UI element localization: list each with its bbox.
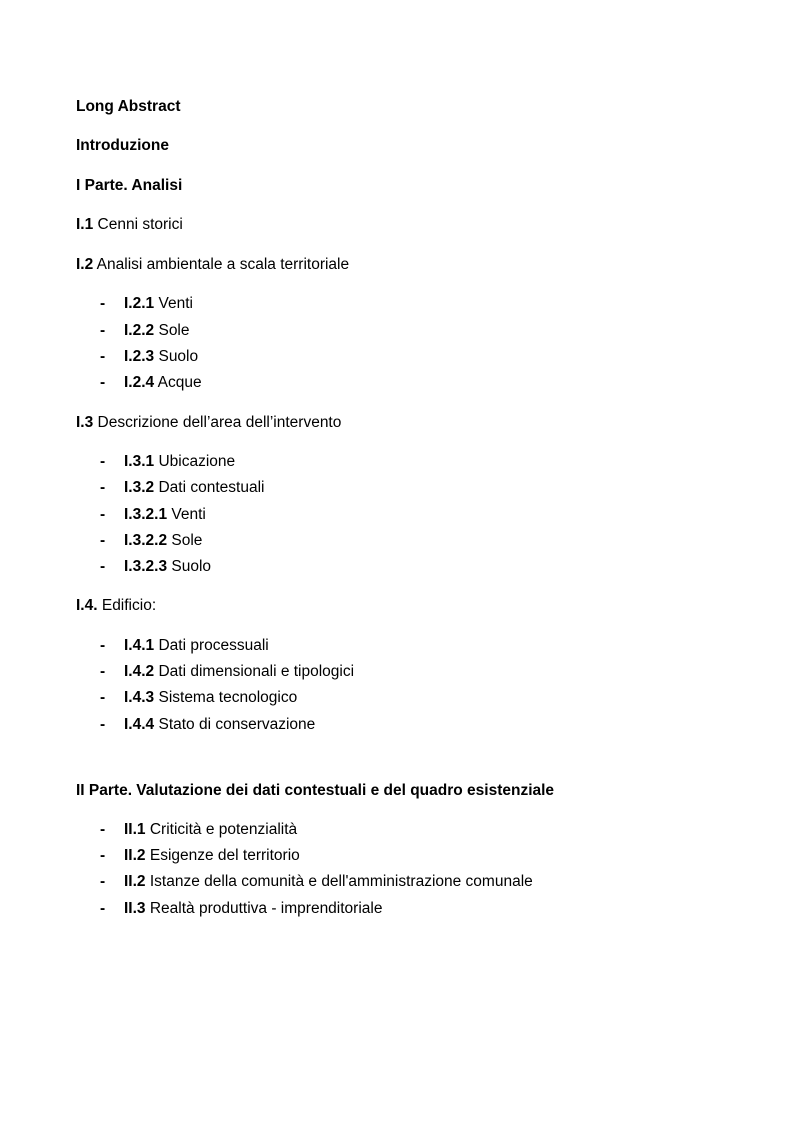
item-number: I.3.1 — [124, 453, 155, 470]
bullet-dash: - — [100, 532, 106, 549]
section-text: Descrizione dell’area dell’intervento — [93, 414, 342, 431]
section-text: Edificio: — [97, 597, 157, 614]
list-item — [100, 899, 382, 919]
item-number: I.4.3 — [124, 689, 155, 706]
bullet-dash: - — [100, 637, 106, 654]
item-text: Acque — [154, 374, 202, 391]
item-text: Realtà produttiva - imprenditoriale — [145, 900, 383, 917]
document-title: Long Abstract — [76, 98, 181, 115]
item-number: I.2.1 — [124, 295, 155, 312]
list-item — [100, 505, 206, 525]
bullet-dash: - — [100, 821, 106, 838]
bullet-dash: - — [100, 374, 106, 391]
section-1-4 — [76, 596, 156, 616]
item-text: Esigenze del territorio — [145, 847, 300, 864]
section-introduction: Introduzione — [76, 137, 169, 154]
item-text: Dati processuali — [154, 637, 269, 654]
item-number: I.4.2 — [124, 663, 155, 680]
item-number: I.3.2.1 — [124, 506, 168, 523]
item-text: Sistema tecnologico — [154, 689, 298, 706]
item-text: Ubicazione — [154, 453, 236, 470]
part-2-heading: II Parte. Valutazione dei dati contestuali e del quadro esistenziale — [76, 782, 555, 799]
bullet-dash: - — [100, 663, 106, 680]
item-number: I.3.2.3 — [124, 558, 168, 575]
list-item — [100, 820, 297, 840]
bullet-dash: - — [100, 847, 106, 864]
list-item — [100, 478, 264, 498]
item-number: I.2.3 — [124, 348, 155, 365]
list-item — [100, 347, 198, 367]
list-item — [100, 294, 193, 314]
item-number: I.2.4 — [124, 374, 155, 391]
item-number: I.3.2.2 — [124, 532, 168, 549]
item-number: I.4.4 — [124, 716, 155, 733]
list-item — [100, 636, 269, 656]
section-1-1 — [76, 215, 183, 235]
list-item — [100, 321, 190, 341]
section-text: Analisi ambientale a scala territoriale — [93, 256, 350, 273]
section-number: I.3 — [76, 414, 94, 431]
bullet-dash: - — [100, 322, 106, 339]
item-text: Sole — [167, 532, 203, 549]
list-item — [100, 688, 297, 708]
item-text: Suolo — [154, 348, 199, 365]
bullet-dash: - — [100, 348, 106, 365]
list-item — [100, 373, 202, 393]
item-number: II.3 — [124, 900, 146, 917]
item-text: Stato di conservazione — [154, 716, 316, 733]
item-text: Dati dimensionali e tipologici — [154, 663, 355, 680]
bullet-dash: - — [100, 873, 106, 890]
list-item — [100, 531, 202, 551]
bullet-dash: - — [100, 558, 106, 575]
section-text: Cenni storici — [93, 216, 183, 233]
item-number: II.1 — [124, 821, 146, 838]
list-item — [100, 872, 533, 892]
item-text: Criticità e potenzialità — [145, 821, 298, 838]
item-number: I.4.1 — [124, 637, 155, 654]
item-text: Istanze della comunità e dell'amministrazione comunale — [145, 873, 533, 890]
list-item — [100, 662, 354, 682]
bullet-dash: - — [100, 689, 106, 706]
bullet-dash: - — [100, 479, 106, 496]
part-1-heading: I Parte. Analisi — [76, 177, 183, 194]
item-number: I.2.2 — [124, 322, 155, 339]
section-1-3 — [76, 413, 341, 433]
item-number: II.2 — [124, 873, 146, 890]
item-text: Suolo — [167, 558, 212, 575]
bullet-dash: - — [100, 900, 106, 917]
list-item — [100, 452, 235, 472]
bullet-dash: - — [100, 453, 106, 470]
item-text: Sole — [154, 322, 190, 339]
item-number: I.3.2 — [124, 479, 155, 496]
section-number: I.1 — [76, 216, 94, 233]
bullet-dash: - — [100, 295, 106, 312]
item-text: Venti — [154, 295, 193, 312]
list-item — [100, 557, 211, 577]
item-text: Dati contestuali — [154, 479, 265, 496]
item-text: Venti — [167, 506, 206, 523]
section-1-2 — [76, 255, 349, 275]
section-number: I.2 — [76, 256, 94, 273]
list-item — [100, 846, 300, 866]
list-item — [100, 715, 315, 735]
section-number: I.4. — [76, 597, 98, 614]
item-number: II.2 — [124, 847, 146, 864]
bullet-dash: - — [100, 506, 106, 523]
bullet-dash: - — [100, 716, 106, 733]
